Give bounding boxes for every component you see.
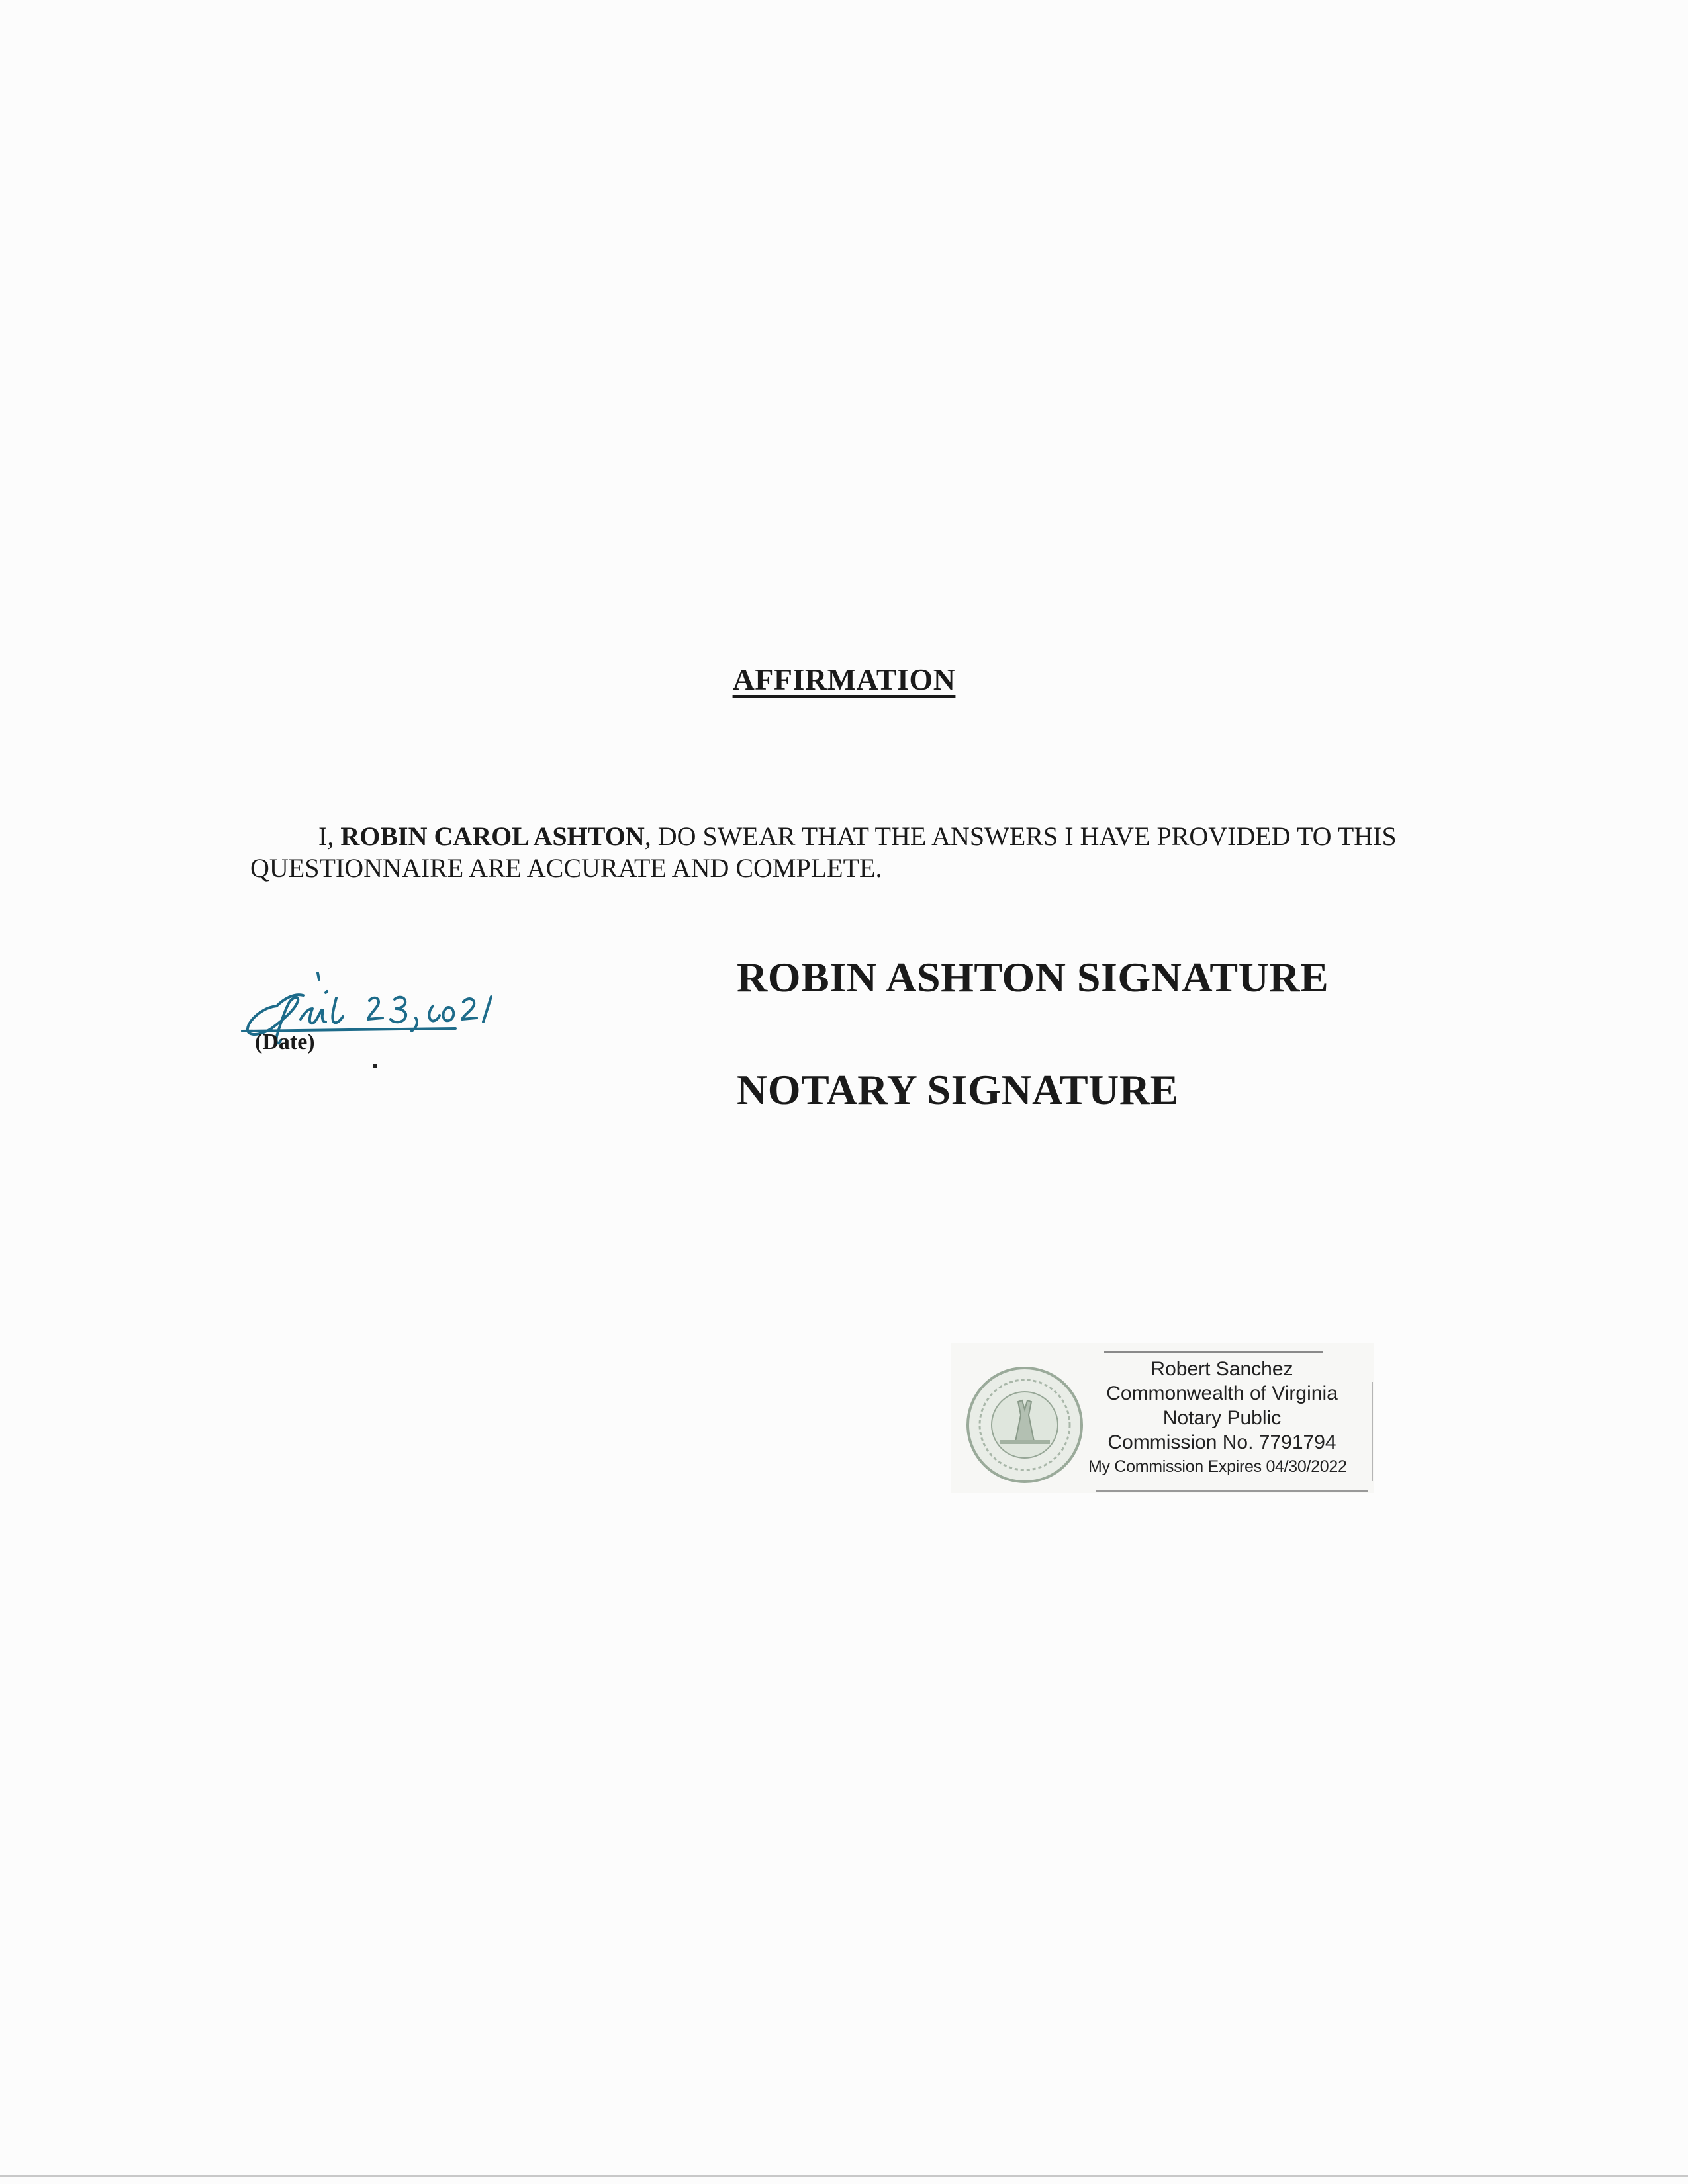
affiant-name: ROBIN CAROL ASHTON: [340, 821, 645, 851]
stamp-right-rule: [1372, 1382, 1373, 1481]
notary-stamp: [951, 1343, 1374, 1493]
notary-commission-number: Commission No. 7791794: [1107, 1432, 1336, 1453]
affirmation-line-1: [250, 821, 1455, 852]
virginia-seal-icon: [959, 1362, 1091, 1488]
stamp-top-rule: [1104, 1351, 1323, 1353]
notary-title: Notary Public: [1162, 1407, 1282, 1429]
affirmation-line-2: QUESTIONNAIRE ARE ACCURATE AND COMPLETE.: [250, 853, 882, 883]
notary-commission-expires: My Commission Expires 04/30/2022: [1088, 1457, 1347, 1476]
stray-mark: [373, 1064, 377, 1068]
affirmation-suffix: , DO SWEAR THAT THE ANSWERS I HAVE PROVIDED TO THIS: [644, 821, 1397, 851]
notary-name: Robert Sanchez: [1150, 1358, 1293, 1380]
document-title: AFFIRMATION: [732, 662, 956, 696]
affirmation-prefix: I,: [318, 821, 341, 851]
signature-label: ROBIN ASHTON SIGNATURE: [737, 954, 1329, 1001]
page-bottom-edge: [0, 2175, 1688, 2177]
notary-jurisdiction: Commonwealth of Virginia: [1106, 1383, 1338, 1404]
stamp-bottom-rule: [1096, 1490, 1368, 1492]
affirmation-statement: [250, 821, 1455, 884]
date-label: (Date): [255, 1030, 315, 1054]
stamp-text: [1083, 1357, 1361, 1479]
notary-signature-label: NOTARY SIGNATURE: [737, 1066, 1179, 1113]
